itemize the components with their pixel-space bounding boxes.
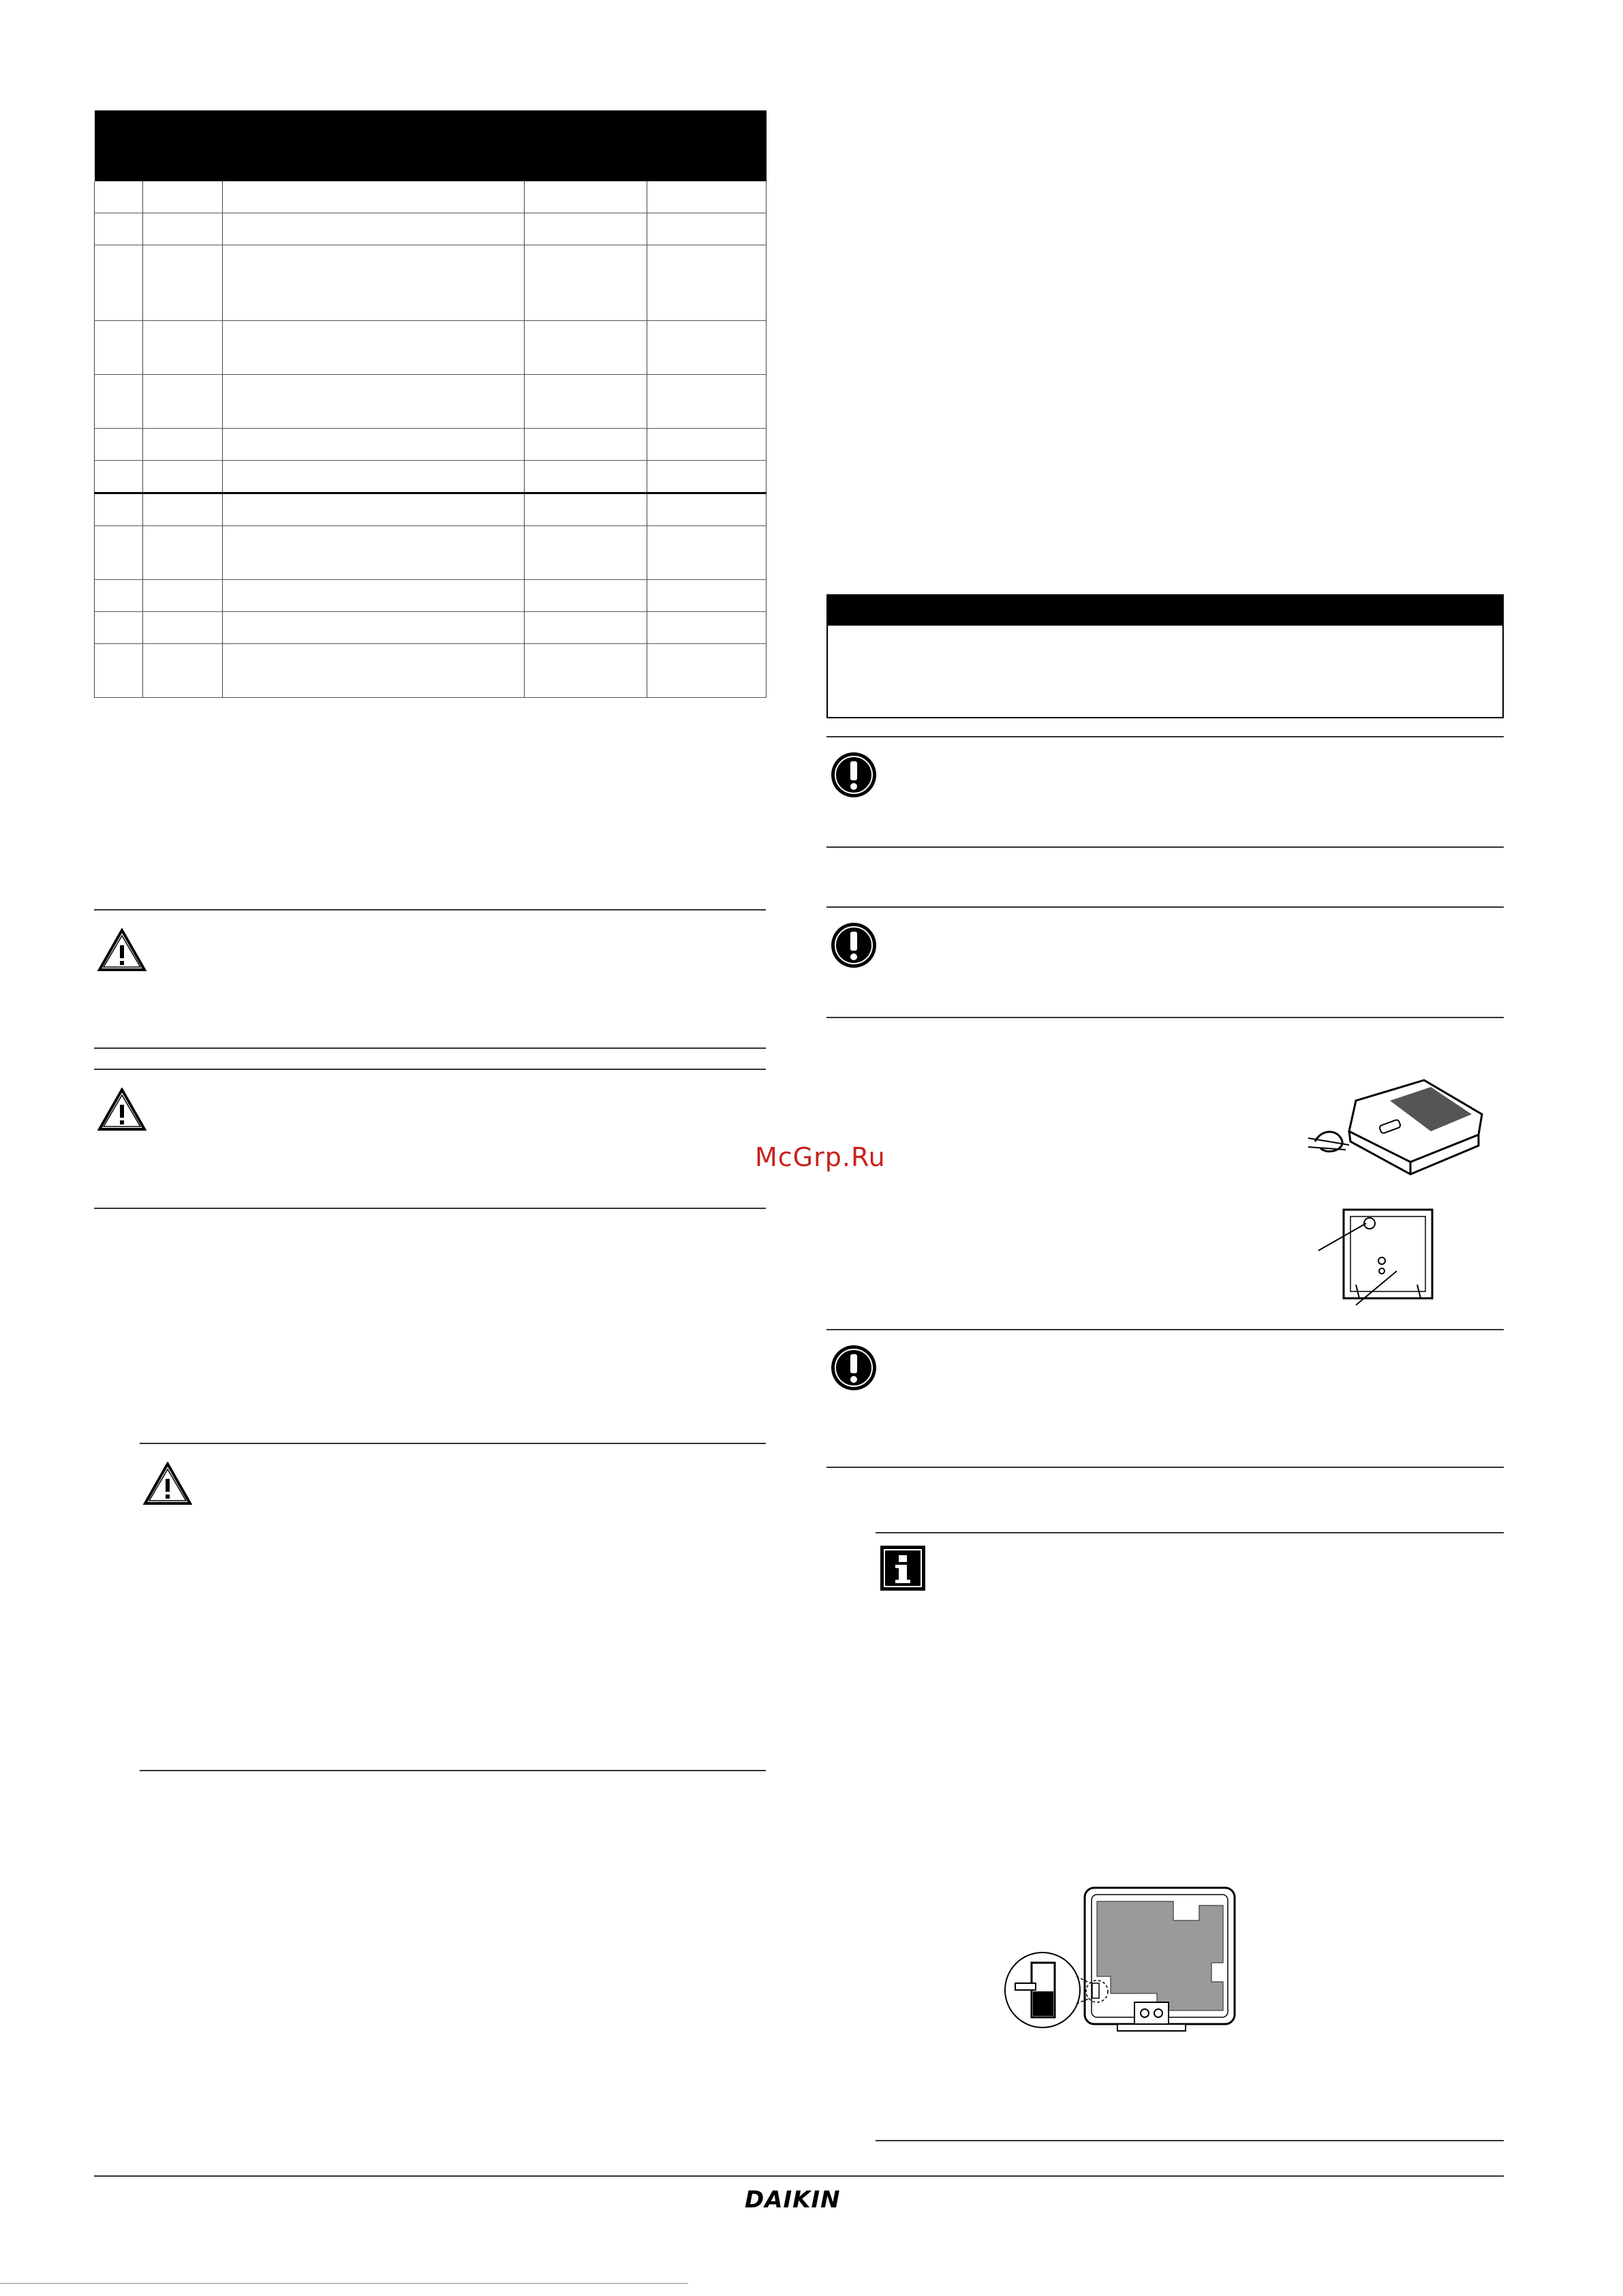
spec-table-row [95, 644, 767, 698]
spec-table [94, 110, 767, 698]
spec-table-cell [525, 493, 647, 526]
warning-triangle-icon [143, 1462, 192, 1505]
spec-table-cell [647, 245, 767, 321]
spec-table-cell [143, 181, 223, 213]
divider [94, 1208, 766, 1209]
spec-table-cell [223, 321, 525, 375]
divider [826, 736, 1504, 737]
spec-table-cell [525, 245, 647, 321]
spec-table-cell [143, 526, 223, 580]
spec-table-cell [647, 493, 767, 526]
spec-table-cell [223, 493, 525, 526]
spec-table-cell [95, 580, 143, 612]
exclamation-circle-icon [830, 1344, 878, 1392]
spec-table-cell [647, 461, 767, 493]
spec-table-cell [223, 245, 525, 321]
spec-table-cell [525, 644, 647, 698]
exclamation-circle-icon [830, 751, 878, 799]
remote-controller-illustration [1308, 1073, 1485, 1182]
spec-table-cell [223, 644, 525, 698]
info-square-icon [879, 1544, 927, 1592]
divider [140, 1443, 766, 1444]
spec-table-cell [143, 493, 223, 526]
spec-table-cell [647, 213, 767, 245]
spec-table-row [95, 493, 767, 526]
spec-table-cell [143, 644, 223, 698]
spec-table-cell [95, 526, 143, 580]
spec-table-cell [525, 580, 647, 612]
spec-table-cell [647, 526, 767, 580]
spec-table-header [95, 110, 767, 181]
spec-table-cell [223, 526, 525, 580]
spec-table-cell [143, 375, 223, 429]
spec-table-cell [143, 580, 223, 612]
exclamation-circle-icon [830, 921, 878, 969]
warning-triangle-icon [97, 1088, 146, 1131]
spec-table-cell [223, 461, 525, 493]
divider [826, 846, 1504, 848]
spec-table-cell [95, 321, 143, 375]
spec-table-cell [647, 612, 767, 644]
spec-table-cell [143, 461, 223, 493]
spec-table-cell [525, 181, 647, 213]
spec-table-cell [647, 580, 767, 612]
spec-table-row [95, 213, 767, 245]
spec-table-cell [223, 580, 525, 612]
divider [876, 2140, 1504, 2141]
spec-table-cell [223, 429, 525, 461]
spec-table-cell [223, 612, 525, 644]
divider [826, 1329, 1504, 1330]
spec-table-cell [143, 612, 223, 644]
spec-table-cell [525, 429, 647, 461]
divider [826, 906, 1504, 908]
wall-box-illustration [1315, 1203, 1438, 1312]
spec-table-cell [143, 245, 223, 321]
spec-table-cell [95, 213, 143, 245]
spec-table-cell [95, 375, 143, 429]
spec-table-row [95, 612, 767, 644]
divider [94, 1069, 766, 1070]
spec-table-cell [525, 612, 647, 644]
spec-table-row [95, 526, 767, 580]
spec-table-cell [525, 321, 647, 375]
divider [140, 1770, 766, 1771]
watermark: McGrp.Ru [755, 1142, 886, 1172]
spec-table-row [95, 461, 767, 493]
spec-table-cell [647, 181, 767, 213]
warning-triangle-icon [97, 928, 146, 972]
spec-table-cell [525, 461, 647, 493]
spec-table-row [95, 321, 767, 375]
divider [826, 1467, 1504, 1468]
spec-table-cell [525, 526, 647, 580]
spec-table-cell [95, 429, 143, 461]
spec-table-cell [143, 429, 223, 461]
pcb-switch-illustration [995, 1881, 1240, 2045]
divider [94, 909, 766, 910]
page-edge-line [0, 2283, 688, 2284]
spec-table-cell [95, 461, 143, 493]
spec-table-cell [647, 429, 767, 461]
spec-table-cell [525, 375, 647, 429]
spec-table-cell [647, 375, 767, 429]
spec-table-row [95, 245, 767, 321]
spec-table-row [95, 580, 767, 612]
footer-rule [94, 2175, 1504, 2177]
spec-table-row [95, 429, 767, 461]
spec-table-cell [647, 644, 767, 698]
spec-table-row [95, 181, 767, 213]
divider [826, 1017, 1504, 1018]
spec-table-cell [95, 612, 143, 644]
spec-table-row [95, 375, 767, 429]
caution-box [826, 594, 1504, 718]
spec-table-cell [143, 321, 223, 375]
spec-table-cell [223, 181, 525, 213]
divider [94, 1047, 766, 1049]
caution-box-header [828, 596, 1502, 626]
spec-table-cell [95, 245, 143, 321]
spec-table-cell [95, 181, 143, 213]
spec-table-cell [223, 375, 525, 429]
spec-table-cell [525, 213, 647, 245]
daikin-logo: DAIKIN [745, 2186, 841, 2214]
divider [876, 1532, 1504, 1533]
spec-table-body [95, 181, 767, 698]
spec-table-cell [223, 213, 525, 245]
spec-table-cell [143, 213, 223, 245]
spec-table-cell [95, 493, 143, 526]
spec-table-cell [95, 644, 143, 698]
spec-table-cell [647, 321, 767, 375]
